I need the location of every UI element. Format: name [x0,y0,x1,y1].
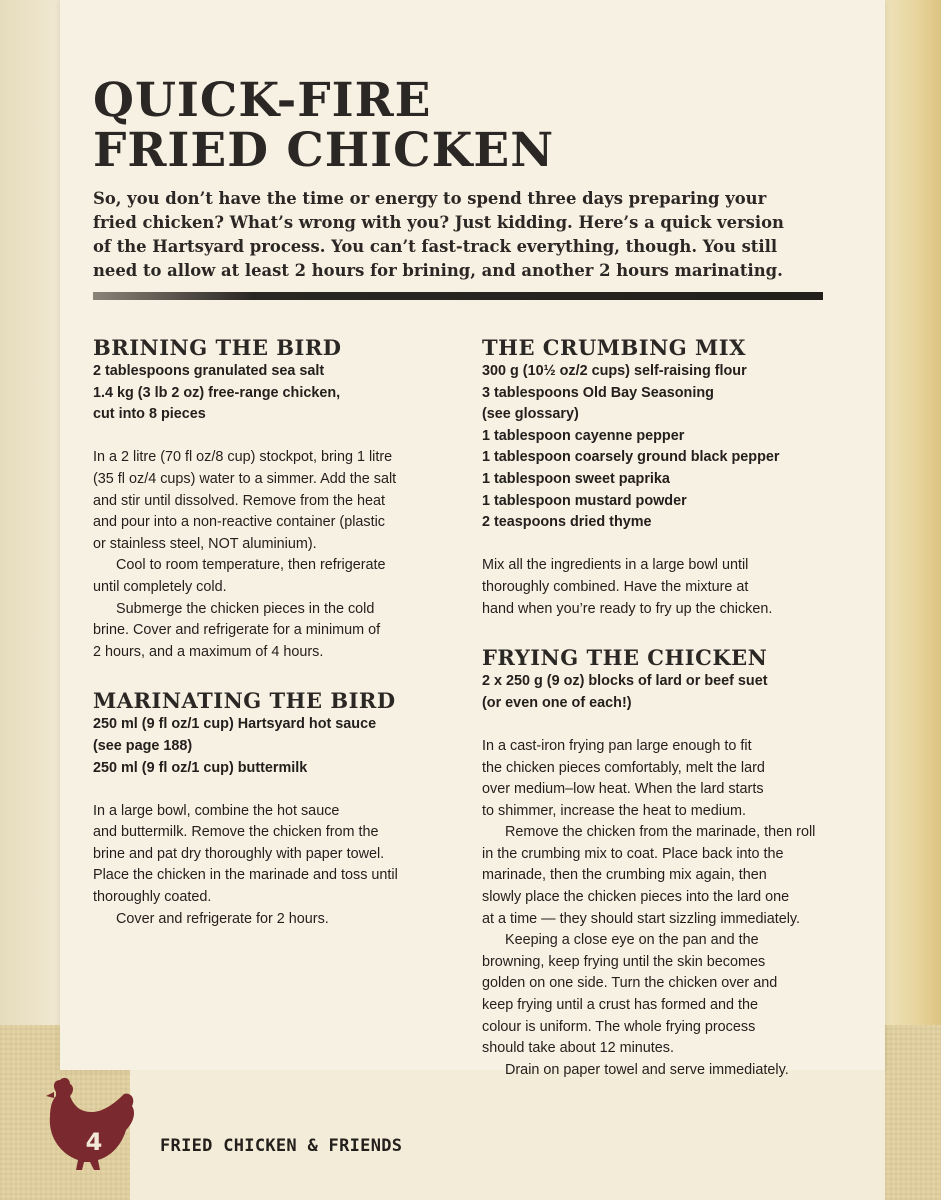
method-line: or stainless steel, NOT aluminium). [93,535,317,552]
ingredient-text: 2 x 250 g (9 oz) blocks of lard or beef suet [482,673,768,690]
section-heading-frying: FRYING THE CHICKEN [482,645,768,671]
method-line: keep frying until a crust has formed and the [482,997,758,1014]
method-paragraph [93,909,448,931]
method-line: at a time — they should start sizzling immediately. [482,910,801,927]
page-background-right [885,0,941,1200]
method-line: hand when you’re ready to fry up the chicken. [482,600,773,617]
divider-rule [93,292,823,300]
method-line: 2 hours, and a maximum of 4 hours. [93,643,324,660]
section-heading-marinating: MARINATING THE BIRD [93,688,396,714]
ingredient-item [482,491,837,513]
ingredient-text-continued: (see glossary) [482,406,579,423]
method-paragraph [482,736,837,822]
section-heading-crumbing: THE CRUMBING MIX [482,335,746,360]
right-column [482,335,837,1081]
ingredient-text: 1 tablespoon cayenne pepper [482,427,685,444]
method-line: brine and pat dry thoroughly with paper towel. [93,845,385,862]
ingredient-text: 250 ml (9 fl oz/1 cup) buttermilk [93,759,308,776]
method-line: and pour into a non-reactive container (plastic [93,514,385,531]
ingredient-text-continued: (or even one of each!) [482,694,632,711]
method-line: (35 fl oz/4 cups) water to a simmer. Add the salt [93,470,397,487]
ingredient-list-brining [93,361,448,426]
page-background-left [0,0,60,1200]
recipe-title [93,73,793,178]
method-paragraph [482,930,837,1060]
method-line: over medium–low heat. When the lard starts [482,781,764,798]
method-paragraph [93,555,448,598]
method-line: and stir until dissolved. Remove from the heat [93,492,385,509]
intro-line: fried chicken? What’s wrong with you? Just kidding. Here’s a quick version [93,213,784,232]
method-line: thoroughly coated. [93,889,212,906]
ingredient-item [93,758,448,780]
method-paragraph [93,801,448,909]
chapter-title: FRIED CHICKEN & FRIENDS [160,1136,403,1156]
ingredient-text: 2 teaspoons dried thyme [482,514,652,531]
method-line: golden on one side. Turn the chicken over and [482,975,778,992]
intro-line: need to allow at least 2 hours for brining, and another 2 hours marinating. [93,261,783,280]
method-line: browning, keep frying until the skin becomes [482,953,766,970]
recipe-title-line: QUICK-FIRE [93,73,432,128]
method-line: until completely cold. [93,578,227,595]
method-line: Remove the chicken from the marinade, then roll [505,824,816,841]
method-line: Place the chicken in the marinade and toss until [93,867,398,884]
method-paragraph [482,1060,837,1082]
ingredient-item [93,361,448,383]
method-paragraph [482,555,837,620]
method-line: and buttermilk. Remove the chicken from the [93,824,379,841]
ingredient-text: 300 g (10½ oz/2 cups) self-raising flour [482,363,747,379]
method-paragraph [93,599,448,664]
recipe-title-line: FRIED CHICKEN [93,123,555,178]
method-line: should take about 12 minutes. [482,1040,675,1057]
ingredient-list-marinating [93,714,448,779]
hen-icon [40,1072,140,1174]
method-line: thoroughly combined. Have the mixture at [482,578,749,595]
ingredient-text: 1 tablespoon mustard powder [482,492,687,509]
left-column [93,335,448,930]
ingredient-text: 1 tablespoon coarsely ground black pepper [482,449,780,466]
page-number: 4 [85,1128,103,1156]
ingredient-text: 1 tablespoon sweet paprika [482,470,670,487]
method-line: Submerge the chicken pieces in the cold [116,600,375,617]
ingredient-item [93,714,448,757]
intro-line: of the Hartsyard process. You can’t fast-track everything, though. You still [93,237,778,256]
method-line: in the crumbing mix to coat. Place back into the [482,845,784,862]
ingredient-text: 250 ml (9 fl oz/1 cup) Hartsyard hot sauce [93,716,377,733]
method-paragraph [482,822,837,930]
method-line: Cover and refrigerate for 2 hours. [116,910,329,927]
method-paragraph [93,447,448,555]
method-line: slowly place the chicken pieces into the lard one [482,889,790,906]
method-line: the chicken pieces comfortably, melt the lard [482,759,765,776]
ingredient-item [482,447,837,469]
method-line: Drain on paper towel and serve immediately. [505,1061,789,1078]
ingredient-item [482,426,837,448]
ingredient-item [482,469,837,491]
method-line: to shimmer, increase the heat to medium. [482,802,746,819]
recipe-intro [93,187,833,283]
ingredient-item [482,512,837,534]
method-line: brine. Cover and refrigerate for a minimum of [93,622,381,639]
method-line: In a large bowl, combine the hot sauce [93,802,340,819]
ingredient-text: 3 tablespoons Old Bay Seasoning [482,384,714,401]
ingredient-list-crumbing [482,361,837,534]
intro-line: So, you don’t have the time or energy to spend three days preparing your [93,189,767,208]
hen-silhouette [46,1078,134,1170]
ingredient-text-continued: cut into 8 pieces [93,406,206,423]
ingredient-item [482,383,837,426]
section-heading-brining: BRINING THE BIRD [93,335,342,360]
ingredient-item [93,383,448,426]
ingredient-text: 2 tablespoons granulated sea salt [93,363,325,379]
footer-strip [130,1070,885,1200]
ingredient-text-continued: (see page 188) [93,737,193,754]
method-line: Keeping a close eye on the pan and the [505,932,759,949]
ingredient-text: 1.4 kg (3 lb 2 oz) free-range chicken, [93,384,341,401]
method-line: colour is uniform. The whole frying process [482,1018,756,1035]
method-line: In a cast-iron frying pan large enough to fit [482,737,752,754]
ingredient-list-frying [482,671,837,714]
ingredient-item [482,361,837,383]
method-line: marinade, then the crumbing mix again, then [482,867,767,884]
method-line: Cool to room temperature, then refrigerate [116,557,386,574]
method-line: In a 2 litre (70 fl oz/8 cup) stockpot, bring 1 litre [93,449,393,466]
ingredient-item [482,671,837,714]
method-line: Mix all the ingredients in a large bowl until [482,557,749,574]
